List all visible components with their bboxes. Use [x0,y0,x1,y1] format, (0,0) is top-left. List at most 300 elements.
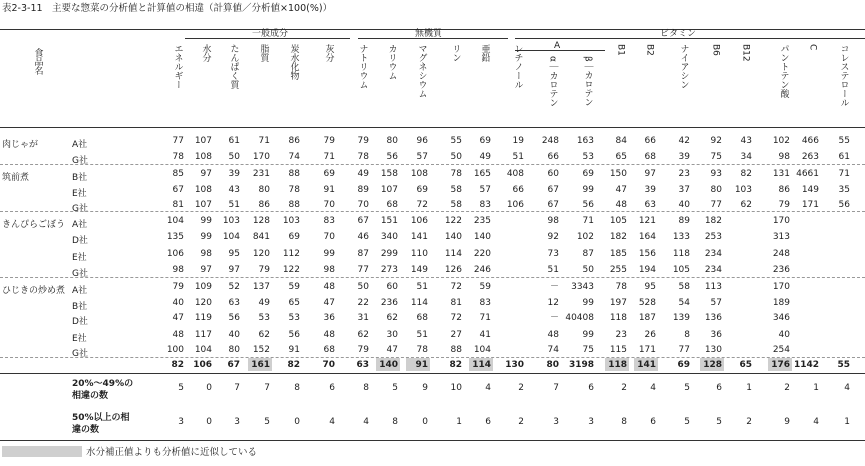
table-cell: 246 [473,265,491,275]
table-cell: 114 [444,249,462,259]
table-cell: 9 [784,417,790,427]
table-cell: 107 [194,200,212,210]
table-cell: 36 [323,313,335,323]
table-cell: 255 [609,265,627,275]
bottom-rule [0,440,865,441]
table-cell: 34 [740,152,752,162]
table-cell: 49 [258,298,270,308]
table-cell: 0 [294,417,300,427]
table-cell: 254 [772,345,790,355]
table-cell: 67 [357,216,369,226]
header-food-name: 食品名 [32,48,43,75]
table-cell: 194 [638,265,656,275]
table-cell: 39 [228,169,240,179]
table-cell: 79 [172,282,184,292]
table-cell: 81 [172,200,184,210]
table-cell: 68 [416,313,428,323]
table-cell: 10 [450,383,462,393]
legend-text: 水分補正値よりも分析値に近似している [86,447,258,458]
table-cell: 78 [450,169,462,179]
table-cell: 122 [444,216,462,226]
table-cell: 106 [506,200,524,210]
column-header: エネルギー [172,44,183,89]
table-cell: 340 [380,232,398,242]
table-cell: 57 [479,185,491,195]
table-cell: 313 [772,232,790,242]
table-cell: 89 [357,185,369,195]
table-cell: 12 [547,298,559,308]
table-cell: 8 [294,383,300,393]
table-cell: 79 [778,200,790,210]
table-cell: 67 [172,185,184,195]
table-cell: 182 [609,232,627,242]
table-cell: 158 [380,169,398,179]
table-cell: 1 [813,383,819,393]
table-cell: 51 [416,282,428,292]
table-cell: 72 [450,313,462,323]
count-row-label: 違の数 [72,425,100,435]
table-cell: 92 [710,136,722,146]
table-cell: 71 [323,152,335,162]
table-cell: 36 [710,330,722,340]
table-cell: 5 [392,383,398,393]
table-cell: 5 [178,383,184,393]
table-cell: 68 [323,345,335,355]
table-cell: 66 [644,136,656,146]
table-cell: 3 [553,417,559,427]
table-cell: 58 [678,282,690,292]
table-cell: 253 [704,232,722,242]
company-name: G社 [72,349,88,359]
table-cell: 170 [772,216,790,226]
table-cell: 346 [772,313,790,323]
table-cell: 171 [638,345,656,355]
table-cell: 43 [228,185,240,195]
table-cell: 131 [772,169,790,179]
table-cell: 48 [615,200,627,210]
table-cell: 53 [288,313,300,323]
table-cell: 77 [357,265,369,275]
table-cell: 466 [801,136,819,146]
table-cell: 100 [166,345,184,355]
column-header: レチノール [512,44,523,89]
table-cell: 161 [251,360,270,370]
table-cell: 151 [380,216,398,226]
table-cell: 69 [323,169,335,179]
group-separator [0,357,865,358]
table-cell: 23 [678,169,690,179]
table-cell: 236 [380,298,398,308]
table-cell: 104 [222,232,240,242]
table-cell: 37 [678,185,690,195]
table-cell: 149 [801,185,819,195]
table-cell: 53 [258,313,270,323]
column-header: 脂質 [258,44,269,62]
table-cell: 97 [644,169,656,179]
header-bottom-rule [0,127,865,128]
table-cell: 55 [838,136,850,146]
table-cell: 87 [582,249,594,259]
food-name: きんぴらごぼう [2,220,66,230]
table-cell: 5 [716,417,722,427]
food-name: 肉じゃが [2,140,39,150]
table-cell: 2 [518,417,524,427]
table-cell: 299 [380,249,398,259]
column-header: β｜カロテン [582,56,593,107]
table-cell: 65 [739,360,752,370]
table-cell: 248 [541,136,559,146]
table-cell: 140 [473,232,491,242]
company-name: A社 [72,140,88,150]
table-cell: 102 [576,232,594,242]
table-cell: 6 [485,417,491,427]
table-cell: 103 [222,216,240,226]
table-cell: 7 [234,383,240,393]
company-name: A社 [72,286,88,296]
table-cell: 46 [357,232,369,242]
table-cell: 79 [357,136,369,146]
table-cell: 104 [166,216,184,226]
table-cell: 50 [228,152,240,162]
table-cell: 40 [678,200,690,210]
table-cell: 6 [329,383,335,393]
company-name: G社 [72,156,88,166]
table-cell: 4 [844,383,850,393]
table-cell: 52 [228,282,240,292]
table-cell: 50 [450,152,462,162]
column-header: α｜カロテン [547,56,558,107]
legend-swatch [2,446,82,457]
table-cell: 141 [637,360,656,370]
table-cell: 71 [479,313,491,323]
table-cell: 9 [422,383,428,393]
table-cell: 104 [194,345,212,355]
table-cell: 73 [547,249,559,259]
table-cell: 103 [734,185,752,195]
table-cell: 48 [323,282,335,292]
group-separator [0,164,865,165]
group-minerals: 無機質 [415,29,443,39]
table-cell: 53 [582,152,594,162]
column-header: コレステロール [838,44,849,107]
table-cell: 103 [282,216,300,226]
table-cell: 109 [194,282,212,292]
table-cell: 170 [252,152,270,162]
table-cell: 70 [357,200,369,210]
table-cell: 65 [615,152,627,162]
table-cell: 78 [615,282,627,292]
table-cell: 3343 [571,282,594,292]
table-cell: 234 [704,249,722,259]
count-row-label: 20%～49%の [72,379,134,389]
table-cell: 140 [444,232,462,242]
table-cell: 78 [416,345,428,355]
table-cell: 81 [450,298,462,308]
table-cell: 95 [644,282,656,292]
table-cell: 8 [363,383,369,393]
table-cell: 61 [838,152,850,162]
summary-rule [0,373,865,374]
table-cell: 62 [386,313,398,323]
table-cell: 171 [801,200,819,210]
table-cell: 40 [172,298,184,308]
table-cell: 99 [200,216,212,226]
table-cell: 86 [778,185,790,195]
table-cell: 118 [609,313,627,323]
company-name: G社 [72,269,88,279]
table-cell: 57 [416,152,428,162]
table-cell: 48 [172,330,184,340]
table-cell: 87 [357,249,369,259]
table-cell: 63 [356,360,369,370]
table-cell: 4 [485,383,491,393]
company-name: D社 [72,236,88,246]
table-cell: 98 [778,152,790,162]
table-cell: 78 [357,152,369,162]
table-cell: 105 [609,216,627,226]
table-cell: 141 [410,232,428,242]
table-cell: 55 [450,136,462,146]
table-cell: 51 [416,330,428,340]
table-cell: 58 [450,200,462,210]
table-cell: 1 [844,417,850,427]
table-cell: 105 [672,265,690,275]
table-cell: 71 [582,216,594,226]
table-cell: 83 [323,216,335,226]
table-cell: 91 [288,345,300,355]
table-cell: 26 [644,330,656,340]
table-cell: 82 [740,169,752,179]
table-cell: 61 [228,136,240,146]
table-cell: 70 [322,360,335,370]
table-cell: 66 [547,152,559,162]
table-cell: 60 [386,282,398,292]
table-cell: 69 [479,136,491,146]
column-header: カリウム [386,44,397,80]
table-cell: 104 [473,345,491,355]
table-cell: 4 [813,417,819,427]
table-cell: 60 [547,169,559,179]
table-cell: 89 [678,216,690,226]
table-cell: 91 [323,185,335,195]
table-cell: 79 [258,265,270,275]
table-cell: 40 [228,330,240,340]
table-cell: 71 [838,169,850,179]
table-cell: 3198 [568,360,594,370]
table-cell: 114 [410,298,428,308]
table-cell: 2 [518,383,524,393]
table-cell: 6 [716,383,722,393]
table-cell: 82 [287,360,300,370]
table-cell: 126 [444,265,462,275]
table-cell: 8 [621,417,627,427]
table-cell: 8 [684,330,690,340]
table-cell: 80 [546,360,559,370]
table-cell: 98 [323,265,335,275]
company-name: G社 [72,204,88,214]
table-cell: 83 [479,200,491,210]
table-cell: 68 [386,200,398,210]
table-cell: 84 [615,136,627,146]
table-cell: 49 [357,169,369,179]
table-cell: 176 [771,360,790,370]
company-name: D社 [72,317,88,327]
table-cell: 63 [228,298,240,308]
group-vitamins: ビタミン [660,29,697,39]
table-cell: 102 [772,136,790,146]
table-cell: 108 [410,169,428,179]
table-cell: 78 [288,185,300,195]
table-cell: 75 [710,152,722,162]
table-cell: 40408 [565,313,594,323]
table-cell: 130 [505,360,524,370]
table-cell: 56 [386,152,398,162]
column-header: B6 [710,44,721,56]
table-cell: 97 [200,169,212,179]
column-header: ナイアシン [678,44,689,89]
column-header: パントテン酸 [778,44,789,98]
table-cell: 91 [415,360,428,370]
table-cell: 121 [638,216,656,226]
group-separator [0,277,865,278]
table-cell: 48 [547,330,559,340]
table-cell: 65 [288,298,300,308]
count-row-label: 相違の数 [72,391,109,401]
company-name: A社 [72,220,88,230]
table-cell: 2 [621,383,627,393]
table-cell: 136 [704,313,722,323]
table-cell: 137 [252,282,270,292]
table-cell: 30 [386,330,398,340]
table-cell: 67 [547,185,559,195]
company-name: B社 [72,302,88,312]
table-cell: 187 [638,313,656,323]
table-cell: 220 [473,249,491,259]
table-cell: 80 [228,345,240,355]
table-cell: 114 [472,360,491,370]
table-cell: 164 [638,232,656,242]
table-cell: 69 [288,232,300,242]
table-cell: 163 [576,136,594,146]
table-cell: 408 [506,169,524,179]
table-cell: 118 [608,360,627,370]
table-cell: 99 [582,330,594,340]
company-name: E社 [72,334,87,344]
table-cell: 156 [638,249,656,259]
table-cell: 56 [288,330,300,340]
table-cell: 51 [228,200,240,210]
column-header: 灰分 [323,44,334,62]
table-title: 表2-3-11 主要な惣菜の分析値と計算値の相違（計算値／分析値×100(%)） [2,3,333,14]
table-cell: 86 [288,136,300,146]
table-cell: 99 [323,249,335,259]
table-cell: 231 [252,169,270,179]
table-cell: 115 [609,345,627,355]
table-cell: 107 [380,185,398,195]
table-cell: 3 [178,417,184,427]
table-cell: 0 [206,417,212,427]
column-header: ナトリウム [357,44,368,89]
table-cell: 98 [200,249,212,259]
table-cell: 152 [252,345,270,355]
table-cell: 70 [323,200,335,210]
table-cell: 19 [512,136,524,146]
table-cell: 69 [582,169,594,179]
table-cell: 117 [194,330,212,340]
table-cell: 80 [386,136,398,146]
table-cell: 182 [704,216,722,226]
table-cell: 170 [772,282,790,292]
table-cell: 23 [615,330,627,340]
table-cell: 69 [416,185,428,195]
table-cell: 263 [801,152,819,162]
company-name: E社 [72,189,87,199]
column-header: B2 [644,44,655,56]
table-cell: 85 [172,169,184,179]
table-cell: 110 [410,249,428,259]
table-cell: 77 [710,200,722,210]
table-cell: 2 [746,417,752,427]
food-name: 筑前煮 [2,173,30,183]
table-cell: 7 [264,383,270,393]
table-cell: 80 [710,185,722,195]
column-header: リン [450,44,461,62]
table-cell: 88 [288,169,300,179]
table-cell: 92 [547,232,559,242]
table-cell: 77 [172,136,184,146]
table-cell: 8 [392,417,398,427]
column-header: 炭水化物 [288,44,299,80]
table-cell: 6 [650,417,656,427]
table-cell: 72 [450,282,462,292]
table-cell: 98 [547,216,559,226]
table-cell: 67 [547,200,559,210]
table-cell: 234 [704,265,722,275]
table-cell: 48 [323,330,335,340]
table-cell: 189 [772,298,790,308]
table-cell: 97 [228,265,240,275]
table-cell: 86 [258,200,270,210]
table-cell: 74 [547,345,559,355]
table-cell: 47 [323,298,335,308]
table-cell: 133 [672,232,690,242]
table-cell: 197 [609,298,627,308]
table-cell: 47 [615,185,627,195]
table-cell: 59 [288,282,300,292]
table-cell: 97 [200,265,212,275]
table-cell: 50 [582,265,594,275]
table-cell: 4661 [796,169,819,179]
table-cell: 0 [422,417,428,427]
table-cell: 119 [194,313,212,323]
company-name: B社 [72,173,88,183]
table-cell: 139 [672,313,690,323]
table-cell: 82 [449,360,462,370]
table-cell: 79 [323,136,335,146]
group-separator [0,211,865,212]
table-cell: 47 [386,345,398,355]
table-cell: 88 [288,200,300,210]
table-cell: 3 [234,417,240,427]
table-cell: 35 [838,185,850,195]
table-cell: 66 [512,185,524,195]
table-cell: 0 [206,383,212,393]
table-cell: 6 [588,383,594,393]
column-header: 亜鉛 [479,44,490,62]
table-cell: 70 [323,232,335,242]
column-header: 水分 [200,44,211,62]
table-cell: 99 [582,185,594,195]
